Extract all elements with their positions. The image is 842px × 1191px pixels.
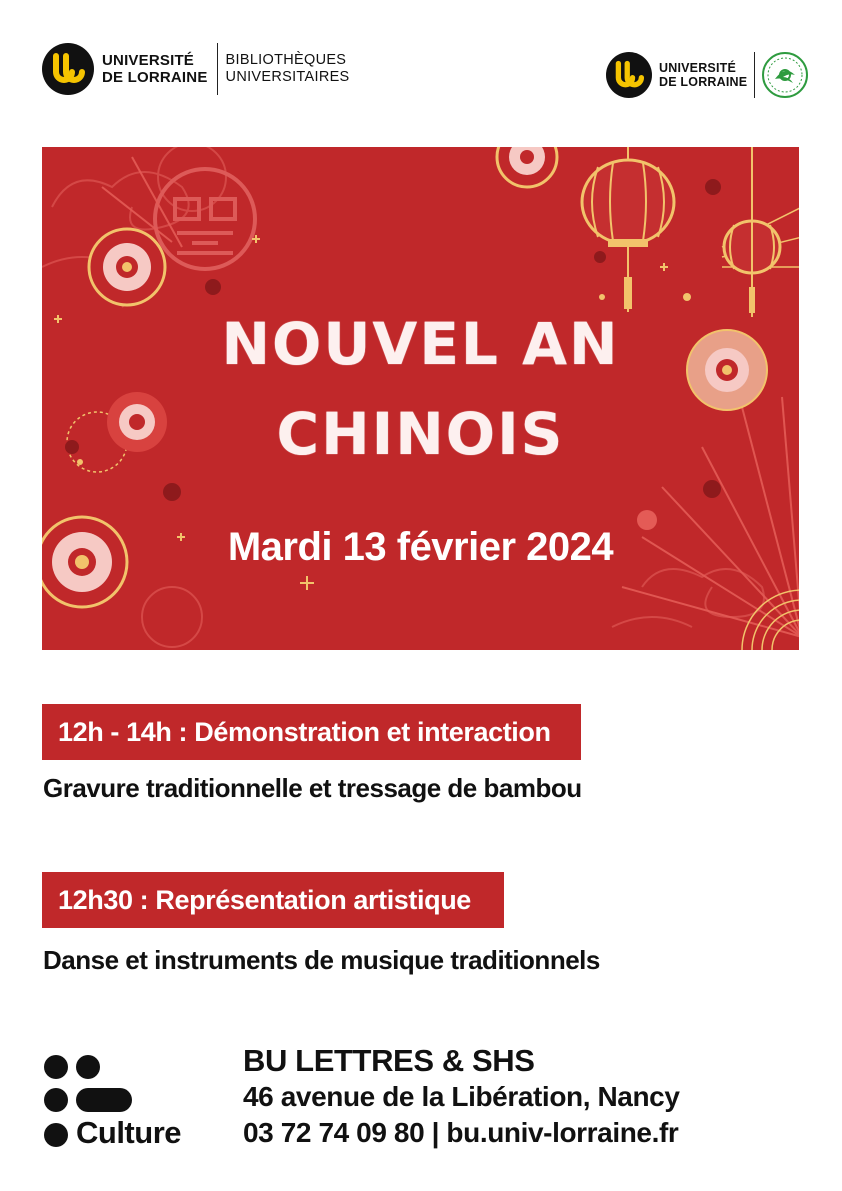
ul-wordmark-line2: DE LORRAINE bbox=[659, 75, 748, 89]
venue-contact: 03 72 74 09 80 | bu.univ-lorraine.fr bbox=[243, 1117, 679, 1148]
banner-decoration bbox=[42, 147, 799, 650]
library-wordmark bbox=[226, 52, 350, 86]
logo-divider bbox=[754, 52, 755, 98]
culture-label: Culture bbox=[76, 1115, 181, 1150]
program-item-1-description: Gravure traditionnelle et tressage de bambou bbox=[43, 773, 582, 803]
event-banner bbox=[42, 147, 799, 650]
partner-logos bbox=[606, 50, 809, 100]
ul-wordmark bbox=[102, 52, 208, 86]
venue-info bbox=[243, 1043, 680, 1151]
event-title-line1: NOUVEL AN bbox=[221, 310, 620, 378]
culture-logo-dot bbox=[76, 1055, 100, 1079]
culture-logo-dot bbox=[44, 1123, 68, 1147]
university-library-logo bbox=[42, 42, 350, 96]
ul-wordmark-line1: UNIVERSITÉ bbox=[102, 52, 195, 69]
ul-wordmark-line1: UNIVERSITÉ bbox=[659, 61, 737, 75]
culture-logo-pill bbox=[76, 1088, 132, 1112]
culture-logo-dot bbox=[44, 1088, 68, 1112]
venue-name: BU LETTRES & SHS bbox=[243, 1043, 535, 1078]
program-item-2-time: 12h30 : Représentation artistique bbox=[42, 872, 504, 928]
program-item-1-time: 12h - 14h : Démonstration et interaction bbox=[42, 704, 581, 760]
ul-logo-icon bbox=[606, 52, 652, 98]
ul-logo-icon bbox=[42, 43, 94, 95]
ul-wordmark bbox=[659, 61, 747, 89]
culture-logo-dot bbox=[44, 1055, 68, 1079]
culture-logo bbox=[42, 1050, 202, 1150]
library-wordmark-line2: UNIVERSITAIRES bbox=[225, 69, 350, 85]
confucius-institute-emblem-icon bbox=[761, 51, 809, 99]
event-date: Mardi 13 février 2024 bbox=[227, 525, 614, 569]
logo-divider bbox=[217, 43, 218, 95]
venue-address: 46 avenue de la Libération, Nancy bbox=[243, 1081, 680, 1112]
event-title-line2: CHINOIS bbox=[276, 400, 565, 468]
library-wordmark-line1: BIBLIOTHÈQUES bbox=[225, 52, 347, 68]
program-item-2-description: Danse et instruments de musique traditionnels bbox=[43, 945, 600, 975]
ul-wordmark-line2: DE LORRAINE bbox=[102, 69, 208, 86]
